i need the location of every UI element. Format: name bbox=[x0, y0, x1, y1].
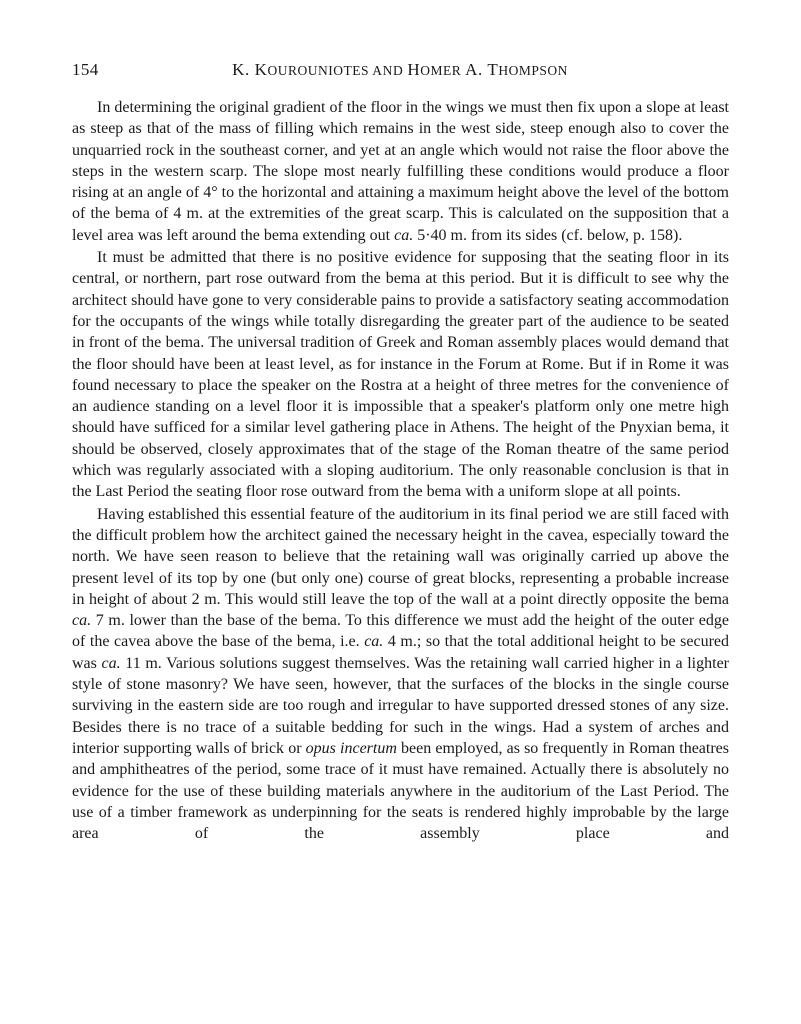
page-number: 154 bbox=[72, 60, 99, 79]
running-head: K. KOUROUNIOTES AND HOMER A. THOMPSON bbox=[232, 60, 568, 79]
paragraph-1: In determining the original gradient of the floor in the wings we must then fix upon a slope at least as steep as that of the mass of filling which remains in the west side, steep enough also to cover the unquarried rock in the southeast corner, and yet at an angle which would not raise the floor above the steps in the western scarp. The slope most nearly fulfilling these conditions would produce a floor rising at an angle of 4° to the horizontal and attaining a maximum height above the level of the bottom of the bema of 4 m. at the extremities of the great scarp. This is calculated on the supposition that a level area was left around the bema extending out ca. 5·40 m. from its sides (cf. below, p. 158). bbox=[72, 99, 729, 244]
page-header bbox=[72, 56, 728, 84]
paragraph-3: Having established this essential feature of the auditorium in its final period we are still faced with the difficult problem how the architect gained the necessary height in the cavea, especially toward the north. We have seen reason to believe that the retaining wall was originally carried up above the present level of its top by one (but only one) course of great blocks, representing a probable increase in height of about 2 m. This would still leave the top of the wall at a point directly opposite the bema ca. 7 m. lower than the base of the bema. To this difference we must add the height of the outer edge of the cavea above the base of the bema, i.e. ca. 4 m.; so that the total additional height to be secured was ca. 11 m. Various solutions suggest themselves. Was the retaining wall carried higher in a lighter style of stone masonry? We have seen, however, that the surfaces of the blocks in the single course surviving in the eastern side are too rough and irregular to have supported dressed stones of any size. Besides there is no trace of a suitable bedding for such in the wings. Had a system of arches and interior supporting walls of brick or opus incertum been employed, as so frequently in Roman theatres and amphitheatres of the period, some trace of it must have remained. Actually there is absolutely no evidence for the use of these building materials anywhere in the auditorium of the Last Period. The use of a timber framework as underpinning for the seats is rendered highly improbable by the large area of the assembly place and bbox=[72, 505, 730, 843]
body-text bbox=[72, 97, 729, 844]
paragraph-2: It must be admitted that there is no positive evidence for supposing that the seating floor in its central, or northern, part rose outward from the bema at this period. But it is difficult to see why the architect should have gone to very considerable pains to provide a satisfactory seating accommodation for the occupants of the wings while totally disregarding the greater part of the audience to be seated in front of the bema. The universal tradition of Greek and Roman assembly places would demand that the floor should have been at least level, as for instance in the Forum at Rome. But if in Rome it was found necessary to place the speaker on the Rostra at a height of three metres for the convenience of an audience standing on a level floor it is impossible that a speaker's platform only one metre high should have sufficed for a similar level gathering place in Athens. The height of the Pnyxian bema, it should be observed, closely approximates that of the stage of the Roman theatre of the same period which was regularly associated with a sloping auditorium. The only reasonable conclusion is that in the Last Period the seating floor rose outward from the bema with a uniform slope at all points. bbox=[72, 249, 729, 501]
